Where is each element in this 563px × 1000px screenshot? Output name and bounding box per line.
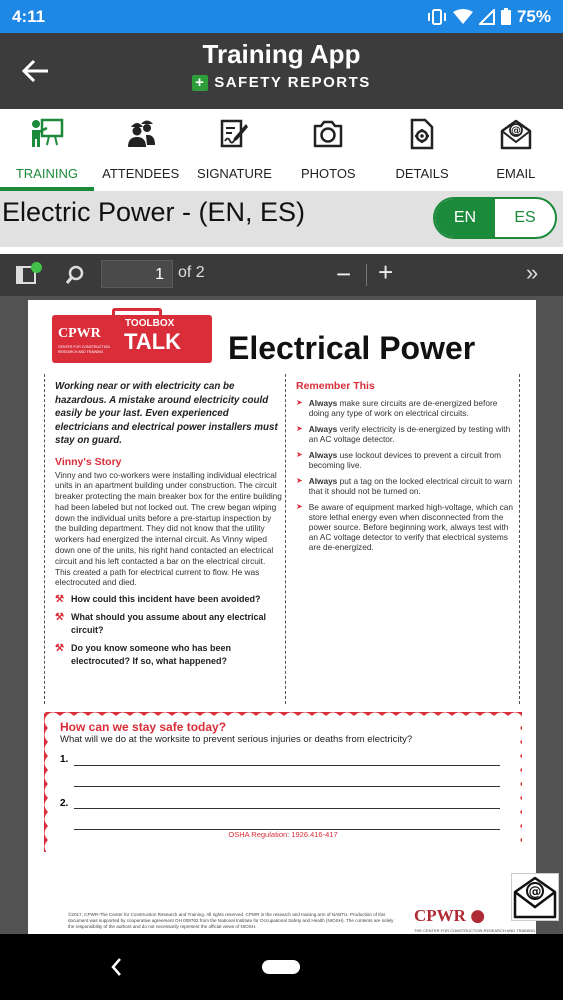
lang-option-en[interactable]: EN	[435, 199, 495, 237]
svg-text:@: @	[528, 884, 542, 900]
remember-text: verify electricity is de-energized by testing with an AC voltage detector.	[308, 424, 511, 444]
signature-pen-icon	[219, 118, 249, 150]
document-title: Electrical Power	[228, 330, 476, 366]
app-title: Training App	[202, 39, 361, 69]
tab-label: SIGNATURE	[197, 166, 272, 181]
back-chevron-icon[interactable]	[106, 952, 126, 982]
footer-text: ©2017, CPWR-The Center for Construction Research and Training. All rights reserved. CPWR is the research and training arm of NABTU. Production of this document was supported by cooperative agreement OH 009762 from the National Institute for Occupational Safety and Health (NIOSH). The contents are solely the responsibility of the authors and do not necessarily represent the official views of NIOSH.	[68, 912, 394, 929]
notification-dot	[31, 262, 42, 273]
remember-item	[296, 502, 515, 552]
tab-label: DETAILS	[395, 166, 449, 181]
status-icons	[427, 7, 551, 27]
question-text: What should you assume about any electrical circuit?	[70, 612, 267, 636]
remember-item	[296, 476, 515, 496]
lang-option-es[interactable]: ES	[514, 209, 536, 226]
svg-text:@: @	[510, 125, 521, 137]
toolbar-divider	[366, 264, 367, 286]
remember-bold: Always	[308, 450, 338, 460]
spacer	[0, 247, 563, 254]
stay-safe-box	[44, 712, 522, 852]
remember-text: make sure circuits are de-energized before doing any type of work on electrical circuits.	[308, 398, 498, 418]
question-item	[55, 611, 283, 637]
answer-line	[74, 786, 500, 787]
left-column	[44, 374, 286, 704]
app-subtitle	[0, 74, 563, 91]
signal-icon	[479, 9, 495, 25]
tab-attendees[interactable]	[94, 109, 188, 191]
logo-cpwr: CPWR	[58, 326, 101, 341]
plus-icon: +	[192, 75, 208, 91]
arrow-bullet-icon: ➤	[296, 424, 303, 433]
question-text: Do you know someone who has been electrocuted? If so, what happened?	[70, 643, 231, 667]
question-item	[55, 642, 283, 668]
remember-text: Be aware of equipment marked high-voltage, which can store lethal energy even when disconnected from the power source. Before beginning work, always test with an AC voltage detector to verify that electrical systems are de-energized.	[308, 502, 514, 552]
pdf-page	[28, 300, 536, 934]
vibrate-icon	[427, 9, 447, 25]
email-at-icon	[512, 874, 558, 920]
footer-logo-text: CPWR	[414, 906, 466, 925]
intro-text: Working near or with electricity can be hazardous. A mistake around electricity could easily be your last. Even experienced electricians and electrical power installers must stay on guard.	[55, 381, 278, 446]
question-text: How could this incident have been avoided?	[70, 594, 261, 605]
pdf-viewer[interactable]	[0, 296, 563, 934]
logo-toolbox: TOOLBOX	[125, 318, 175, 329]
document-gear-icon	[408, 118, 436, 150]
logo-talk: TALK	[124, 329, 182, 354]
logo-small-text: CENTER FOR CONSTRUCTION RESEARCH AND TRAINING	[58, 345, 110, 354]
camera-icon	[311, 118, 345, 150]
remember-item	[296, 398, 515, 418]
tab-label: PHOTOS	[300, 166, 356, 181]
tab-label: ATTENDEES	[102, 166, 180, 181]
tools-icon: ⚒	[55, 612, 64, 624]
presenter-board-icon	[29, 117, 65, 151]
app-subtitle-text: SAFETY REPORTS	[214, 74, 371, 91]
tab-signature[interactable]	[188, 109, 282, 191]
arrow-bullet-icon: ➤	[296, 450, 303, 459]
answer-line	[74, 765, 500, 766]
remember-item	[296, 424, 515, 444]
right-column	[286, 374, 520, 704]
footer-logo-tag: THE CENTER FOR CONSTRUCTION RESEARCH AND TRAINING	[414, 928, 536, 933]
tab-details[interactable]	[375, 109, 469, 191]
pdf-toolbar	[0, 254, 563, 296]
zoom-in-button[interactable]: +	[378, 257, 394, 287]
tab-bar	[0, 109, 563, 191]
battery-percent: 75%	[516, 6, 551, 26]
remember-bold: Always	[308, 476, 338, 486]
battery-icon	[501, 8, 511, 25]
logo-mark-icon: ●	[470, 906, 486, 926]
toolbox-talk-logo	[52, 308, 214, 364]
status-bar	[0, 0, 563, 33]
search-icon[interactable]	[64, 264, 86, 286]
remember-bold: Always	[308, 398, 338, 408]
tab-label: TRAINING	[15, 166, 78, 181]
email-fab[interactable]	[511, 873, 559, 921]
email-at-icon	[499, 118, 533, 150]
osha-regulation: OSHA Regulation: 1926.416-417	[228, 830, 338, 839]
arrow-bullet-icon: ➤	[296, 502, 303, 511]
story-text: Vinny and two co-workers were installing individual electrical units in an apartment building under construction. The circuit breaker protecting the main breaker box for the entire building had been labeled but not locked out. The crew began wiping down the individual units before a pre-startup inspection by the building department. They did not know that the utility workers had energized the internal circuit. As Vinny wiped down one of the units, his right hand contacted an electrical circuit and his left contacted a bar on the electrical circuit. This created a path for electrical current to flow. He was electrocuted and died.	[55, 469, 282, 588]
arrow-bullet-icon: ➤	[296, 476, 303, 485]
answer-number-1: 1.	[60, 754, 69, 765]
remember-text: put a tag on the locked electrical circuit to warn that it should not be turned on.	[308, 476, 513, 496]
page-number-input[interactable]: 1	[101, 260, 173, 288]
wifi-icon	[453, 9, 473, 25]
safe-heading: How can we stay safe today?	[60, 720, 227, 734]
remember-item	[296, 450, 515, 470]
app-bar	[0, 33, 563, 109]
zoom-out-button[interactable]: −	[336, 259, 352, 289]
story-heading: Vinny's Story	[55, 455, 122, 468]
status-time: 4:11	[12, 6, 46, 26]
home-pill[interactable]	[262, 960, 300, 974]
system-nav-bar	[0, 934, 563, 1000]
question-item	[55, 593, 283, 606]
remember-bold: Always	[308, 424, 338, 434]
remember-text: use lockout devices to prevent a circuit from becoming live.	[308, 450, 502, 470]
training-title: Electric Power - (EN, ES)	[2, 197, 306, 227]
arrow-bullet-icon: ➤	[296, 398, 303, 407]
more-tools-button[interactable]: »	[526, 260, 539, 285]
safe-question: What will we do at the worksite to prevent serious injuries or deaths from electricity?	[60, 734, 413, 745]
page-count: of 2	[178, 264, 205, 281]
workers-group-icon	[124, 117, 158, 151]
answer-number-2: 2.	[60, 798, 69, 809]
language-toggle	[433, 197, 557, 239]
tab-training[interactable]	[0, 109, 94, 191]
remember-heading: Remember This	[296, 380, 375, 392]
tools-icon: ⚒	[55, 643, 64, 655]
tools-icon: ⚒	[55, 594, 64, 606]
answer-line	[74, 808, 500, 809]
logo-box	[52, 315, 212, 363]
tab-photos[interactable]	[281, 109, 375, 191]
tab-label: EMAIL	[496, 166, 536, 181]
tab-email[interactable]	[469, 109, 563, 191]
